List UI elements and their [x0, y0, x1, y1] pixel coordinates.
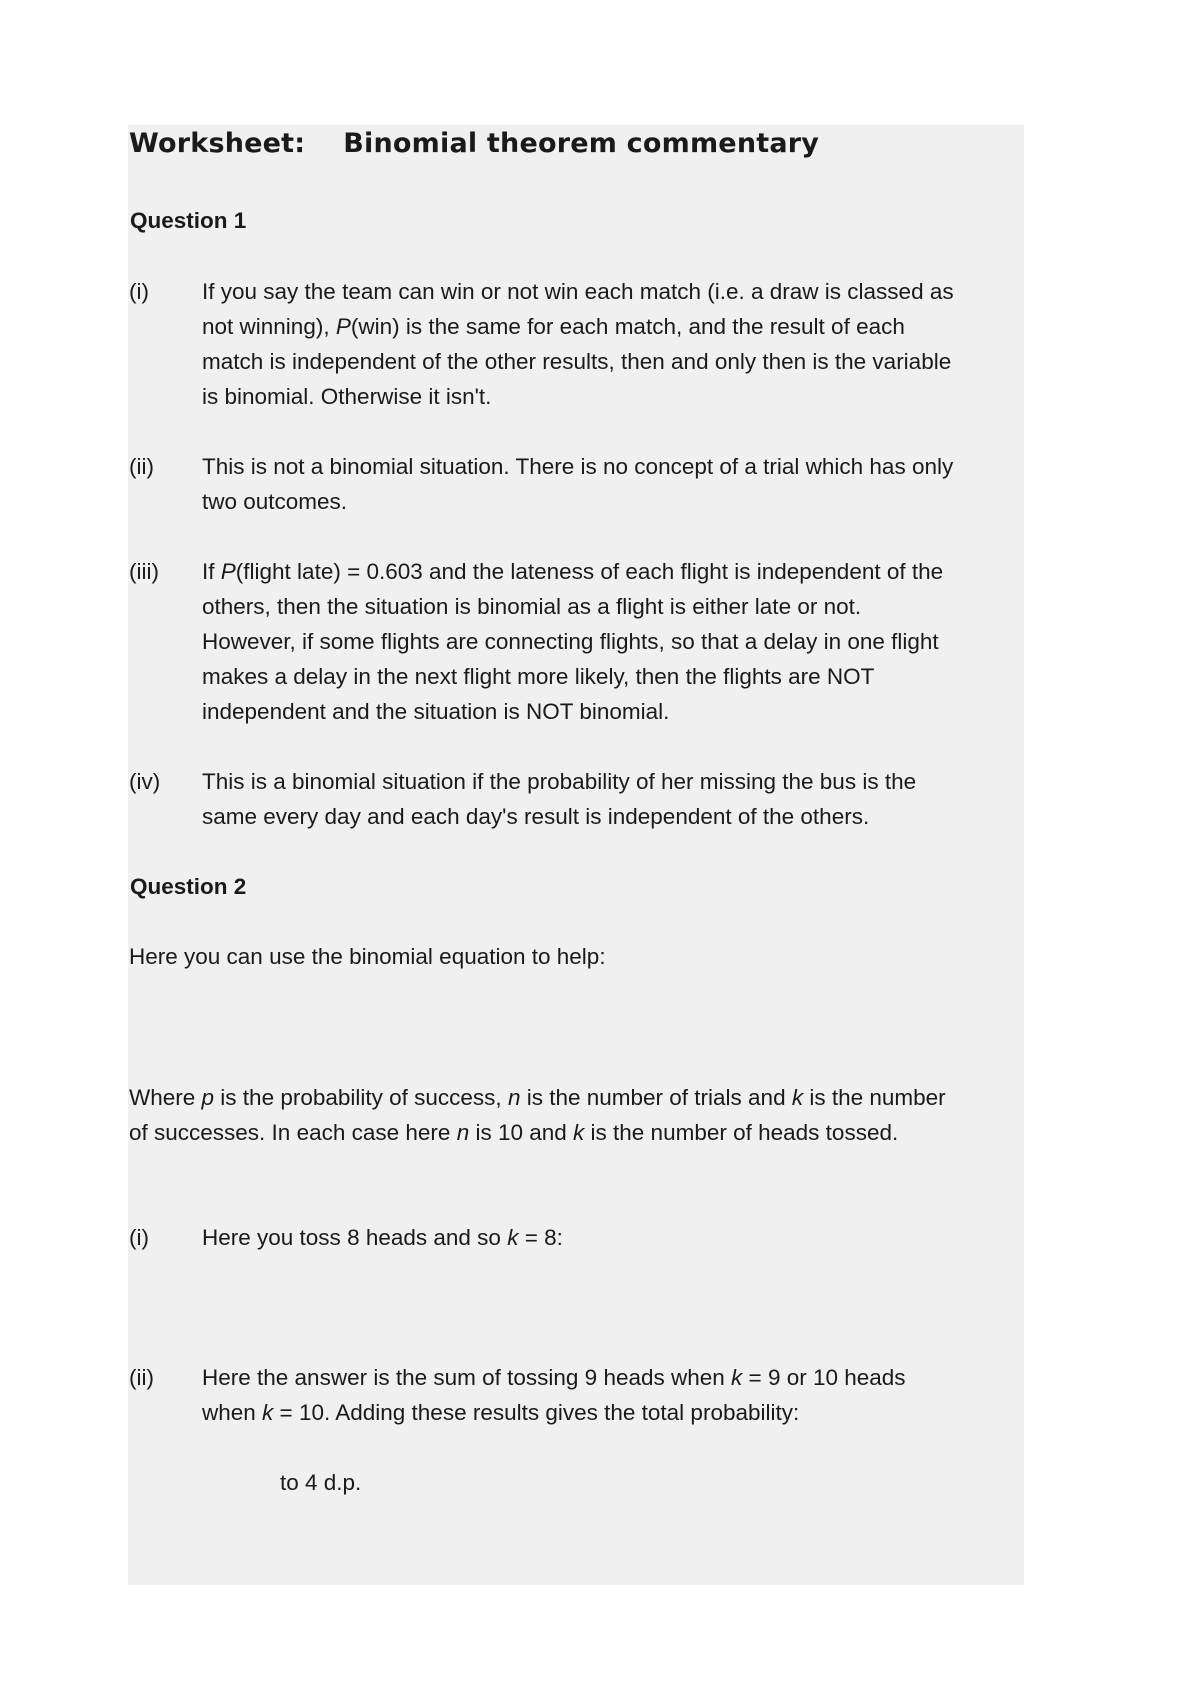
- q2-part-number: (ii): [129, 1365, 154, 1390]
- title-label: Worksheet:: [129, 128, 306, 159]
- q1-item-i-text: If you say the team can win or not win each match (i.e. a draw is classed as not winning), P(win) is the same for each match, and the result of each match is independent of the other results, then and only then is the variable is binomial. Otherwise it isn't.: [202, 279, 954, 409]
- question-1-heading: Question 1: [130, 208, 247, 233]
- q2-intro: Here you can use the binomial equation to help:: [129, 944, 606, 969]
- q1-item-number: (i): [129, 279, 149, 304]
- title-text: Binomial theorem commentary: [343, 128, 820, 159]
- q2-decimal-places-note: to 4 d.p.: [280, 1470, 362, 1495]
- question-2-heading: Question 2: [130, 874, 247, 899]
- q2-part-number: (i): [129, 1225, 149, 1250]
- q1-item-number: (iii): [129, 559, 159, 584]
- q1-item-number: (ii): [129, 454, 154, 479]
- q2-part-i-text: Here you toss 8 heads and so k = 8:: [202, 1225, 563, 1250]
- q1-item-iv-text: This is a binomial situation if the probability of her missing the bus is the same every day and each day's result is independent of the others.: [202, 769, 917, 829]
- q1-item-iii-text: If P(flight late) = 0.603 and the lateness of each flight is independent of the others, then the situation is binomial as a flight is either late or not. However, if some flights are connecting flights, so that a delay in one flight makes a delay in the next flight more likely, then the flights are NOT independent and the situation is NOT binomial.: [202, 559, 944, 724]
- q1-item-ii-text: This is not a binomial situation. There is no concept of a trial which has only two outcomes.: [202, 454, 954, 514]
- q2-part-ii-text: Here the answer is the sum of tossing 9 heads when k = 9 or 10 heads when k = 10. Adding these results gives the total probability:: [202, 1365, 906, 1425]
- worksheet-title: [129, 128, 819, 159]
- q1-item-number: (iv): [129, 769, 161, 794]
- q2-where-text: Where p is the probability of success, n is the number of trials and k is the number of successes. In each case here n is 10 and k is the number of heads tossed.: [129, 1085, 946, 1145]
